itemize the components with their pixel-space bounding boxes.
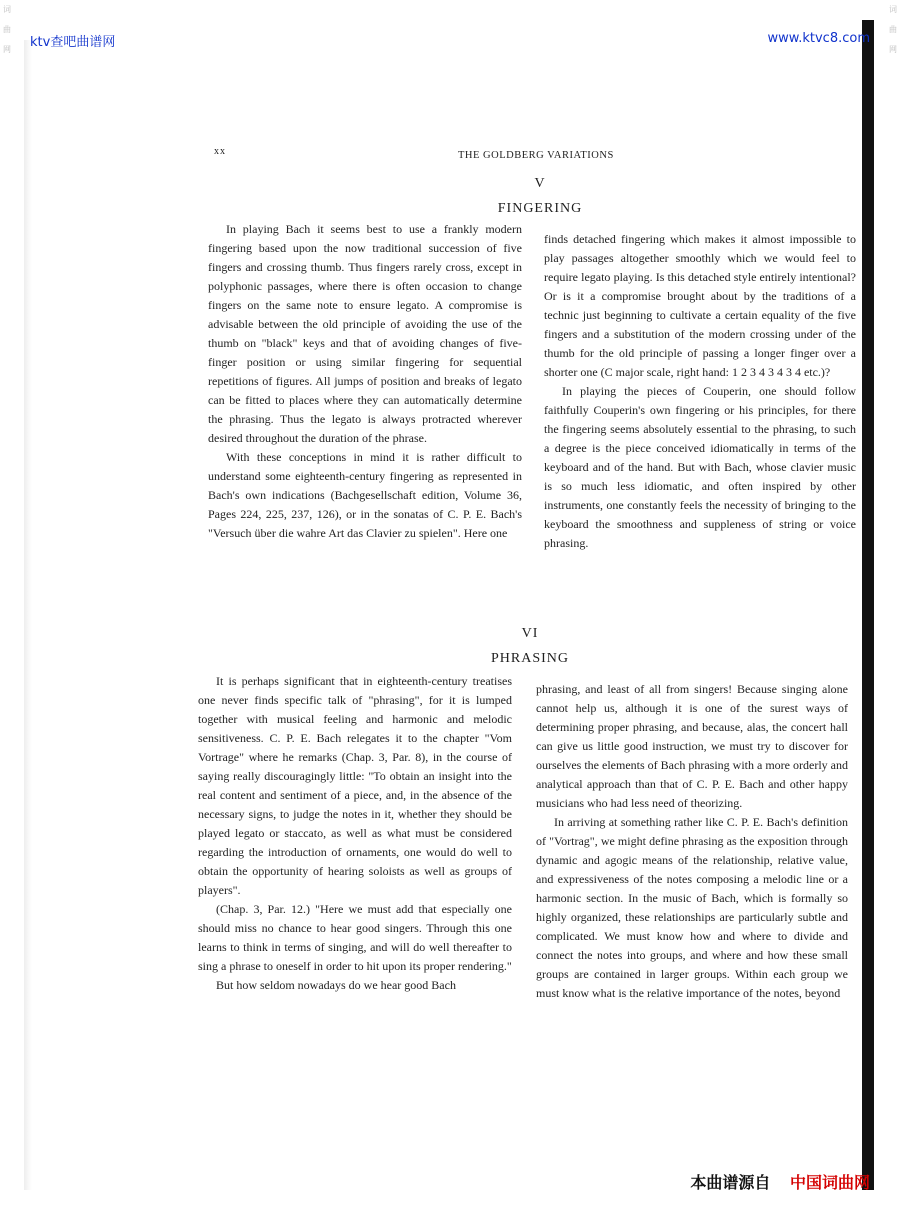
watermark-bottom-source: 本曲谱源自 (690, 1173, 771, 1192)
watermark-bottom-brand[interactable]: 中国词曲网 (789, 1173, 870, 1192)
paragraph: With these conceptions in mind it is rather difficult to understand some eighteenth-century fingering as represented in Bach's own indications (Bachgesellschaft edition, Volume 36, Pages 224, 225, 237, 126), or in the sonatas of C. P. E. Bach's "Versuch über die wahre Art das Clavier zu spielen". Here one (208, 450, 522, 540)
paragraph: phrasing, and least of all from singers! Because singing alone cannot help us, although it is one of the surest ways of determining proper phrasing, and because, alas, the concert hall can give us little good instruction, we must try to discover for ourselves the elements of Bach phrasing with a more orderly and analytical approach than that of C. P. E. Bach and other happy musicians who had less need of theorizing. (536, 682, 848, 810)
side-glyph: 词 (3, 5, 11, 14)
side-glyph: 曲 (889, 25, 897, 34)
section-5-right-column (544, 230, 856, 553)
running-head: THE GOLDBERG VARIATIONS (458, 150, 614, 161)
side-glyph: 曲 (3, 25, 11, 34)
side-glyph: 词 (889, 5, 897, 14)
paragraph: In playing the pieces of Couperin, one should follow faithfully Couperin's own fingering or his principles, for there the fingering seems absolutely essential to the phrasing, to such a degree is the piece conceived idiomatically in terms of the keyboard and of the hand. But with Bach, whose clavier music is so much less idiomatic, and often inspired by other instruments, one constantly feels the necessity of bringing to the keyboard the smoothness and suppleness of string or voice phrasing. (544, 384, 856, 550)
right-watermark-strip (886, 0, 900, 1219)
side-glyph: 网 (889, 45, 897, 54)
paragraph: In arriving at something rather like C. P. E. Bach's definition of "Vortrag", we might define phrasing as the exposition through dynamic and agogic means of the relationship, relative value, and expressiveness of the notes composing a melodic line or a harmonic section. In the music of Bach, which is formally so highly organized, these relationships are particularly subtle and complicated. We must know how and where to divide and connect the notes into groups, and where and how these small groups are contained in larger groups. Within each group we must know what is the relative importance of the notes, beyond (536, 815, 848, 1000)
section-6-left-column (198, 672, 512, 995)
section-5-left-column (208, 220, 522, 543)
scan-edge-left (24, 40, 32, 1190)
section-6-number: VI (521, 626, 539, 641)
paragraph: (Chap. 3, Par. 12.) "Here we must add that especially one should miss no chance to hear good singers. Through this one learns to think in terms of singing, and will do well thereafter to sing a phrase to oneself in order to hit upon its proper rendering." (198, 902, 512, 973)
paragraph: In playing Bach it seems best to use a frankly modern fingering based upon the now traditional succession of five fingers and crossing thumb. Thus fingers rarely cross, except in polyphonic passages, where there is often occasion to change fingers on the same note to ensure legato. A compromise is advisable between the old principle of avoiding the use of the thumb on "black" keys and that of avoiding changes of five-finger position or using similar fingering for sequential repetitions of figures. All jumps of position and breaks of legato can be fitted to places where they can automatically determine the phrasing. Thus the legato is always protracted wherever desired throughout the duration of the phrase. (208, 222, 522, 445)
side-glyph: 网 (3, 45, 11, 54)
left-watermark-strip (0, 0, 14, 1219)
section-5-number: V (534, 176, 546, 191)
paragraph: finds detached fingering which makes it almost impossible to play passages altogether smoothly which we would feel to require legato playing. Is this detached style entirely intentional? Or is it a compromise brought about by the traditions of a technic just beginning to cultivate a certain equality of the five fingers and a substitution of the modern crossing under of the thumb for the old principle of passing a longer finger over a shorter one (C major scale, right hand: 1 2 3 4 3 4 3 4 etc.)? (544, 232, 856, 379)
watermark-bottom[interactable] (690, 1170, 870, 1193)
watermark-top-right[interactable]: www.ktvc8.com (767, 31, 870, 46)
paragraph: It is perhaps significant that in eighteenth-century treatises one never finds specific talk of "phrasing", for it is lumped together with musical feeling and harmonic and melodic sensitiveness. C. P. E. Bach relegates it to the chapter "Vom Vortrage" where he remarks (Chap. 3, Par. 8), in the course of saying really discouragingly little: "To obtain an insight into the real content and sentiment of a piece, and, in the absence of the necessary signs, to judge the notes in it, whether they should be played legato or staccato, as well as what must be considered regarding the introduction of ornaments, one would do well to obtain the opportunity of hearing soloists as well as groups of players". (198, 674, 512, 897)
section-5-title: FINGERING (497, 201, 583, 216)
section-6-right-column (536, 680, 848, 1003)
section-6-title: PHRASING (490, 651, 569, 666)
watermark-top-left[interactable]: ktv查吧曲谱网 (30, 35, 116, 50)
scan-edge-right (862, 20, 874, 1190)
paragraph: But how seldom nowadays do we hear good Bach (216, 978, 456, 992)
page-number: xx (214, 146, 226, 157)
